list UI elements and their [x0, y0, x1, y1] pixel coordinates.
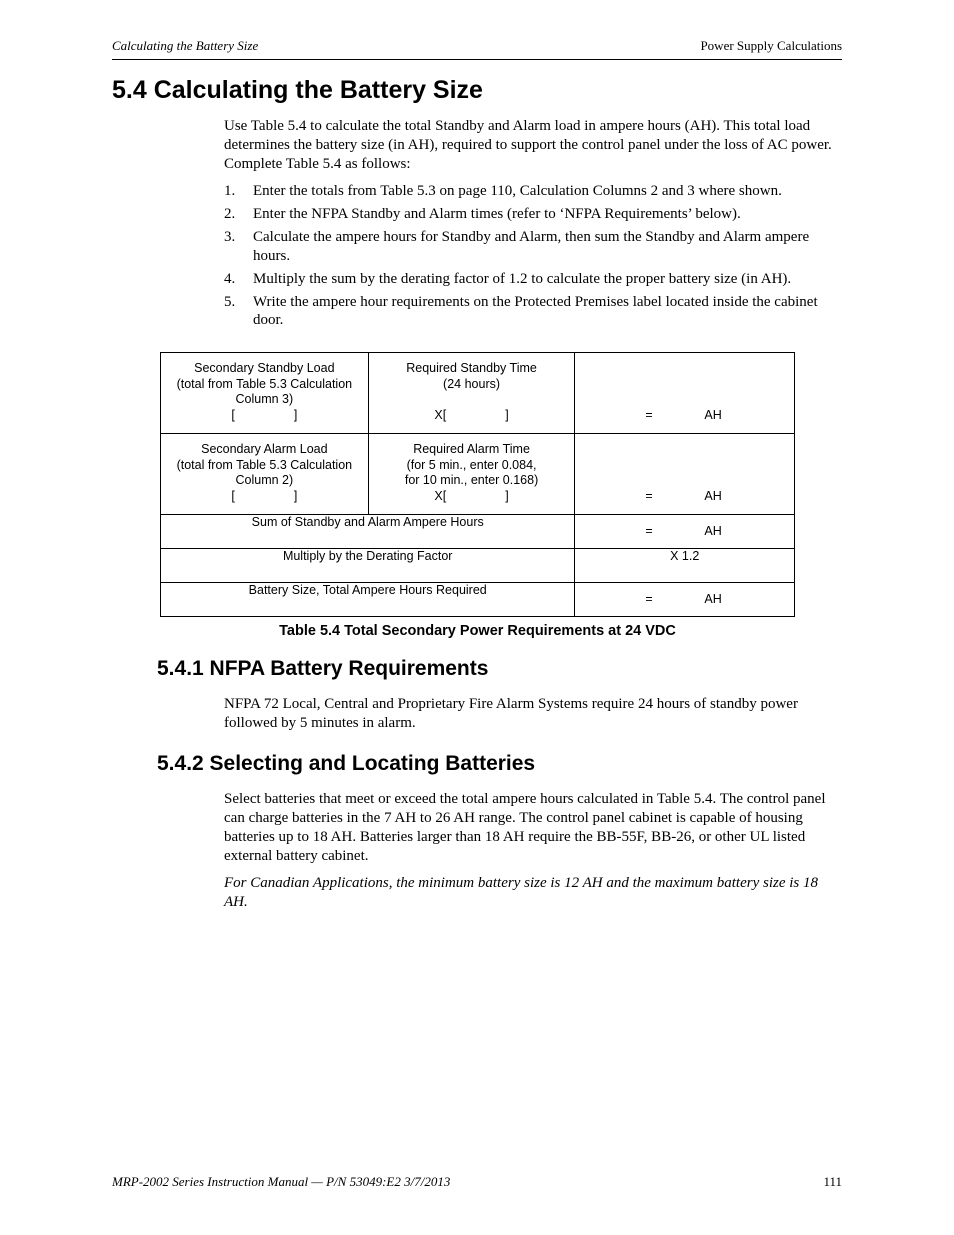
standby-load-cell: Secondary Standby Load (total from Table 5.3 Calculation Column 3) [ ] — [161, 353, 369, 434]
alarm-load-entry: [ ] — [231, 488, 298, 503]
alarm-result-cell: = AH — [575, 434, 795, 515]
running-header — [112, 38, 842, 60]
intro-paragraph: Use Table 5.4 to calculate the total Standby and Alarm load in ampere hours (AH). This total load determines the battery size (in AH), required to support the control panel under the loss of AC power. Complete Table 5.4 as follows: — [224, 118, 832, 172]
page-number: 111 — [823, 1174, 842, 1189]
derating-label-cell: Multiply by the Derating Factor — [161, 549, 575, 583]
header-section-title: Power Supply Calculations — [700, 38, 842, 53]
table-row — [161, 583, 795, 617]
table-row — [161, 353, 795, 434]
derating-value-cell: X 1.2 — [575, 549, 795, 583]
table-caption: Table 5.4 Total Secondary Power Requirements at 24 VDC — [279, 623, 676, 639]
table-row — [161, 515, 795, 549]
standby-result-cell: = AH — [575, 353, 795, 434]
battery-size-result-cell: = AH — [575, 583, 795, 617]
selecting-subsection-title: 5.4.2 Selecting and Locating Batteries — [157, 752, 536, 775]
battery-calculation-table — [160, 352, 795, 617]
list-item: 1. Enter the totals from Table 5.3 on page 110, Calculation Columns 2 and 3 where shown. — [224, 183, 782, 199]
canadian-note: For Canadian Applications, the minimum battery size is 12 AH and the maximum battery size is 18 AH. — [224, 875, 818, 910]
standby-time-cell: Required Standby Time (24 hours) X[ ] — [368, 353, 575, 434]
standby-time-entry: X[ ] — [434, 407, 509, 422]
table-row — [161, 549, 795, 583]
nfpa-subsection-title: 5.4.1 NFPA Battery Requirements — [157, 657, 489, 680]
sum-result-cell: = AH — [575, 515, 795, 549]
steps-list — [224, 182, 842, 334]
alarm-time-cell: Required Alarm Time (for 5 min., enter 0.084, for 10 min., enter 0.168) X[ ] — [368, 434, 575, 515]
table-row — [161, 434, 795, 515]
header-chapter-title: Calculating the Battery Size — [112, 38, 259, 53]
alarm-time-entry: X[ ] — [434, 488, 509, 503]
list-item: 2. Enter the NFPA Standby and Alarm times (refer to ‘NFPA Requirements’ below). — [224, 206, 741, 222]
alarm-load-cell: Secondary Alarm Load (total from Table 5.3 Calculation Column 2) [ ] — [161, 434, 369, 515]
selecting-paragraph: Select batteries that meet or exceed the total ampere hours calculated in Table 5.4. The control panel can charge batteries in the 7 AH to 26 AH range. The control panel cabinet is capable of housing batteries up to 18 AH. Batteries larger than 18 AH require the BB-55F, BB-26, or other UL listed external battery cabinet. — [224, 791, 826, 864]
standby-load-entry: [ ] — [231, 407, 298, 422]
sum-label-cell: Sum of Standby and Alarm Ampere Hours — [161, 515, 575, 549]
section-title: 5.4 Calculating the Battery Size — [112, 76, 483, 104]
list-item: 5. Write the ampere hour requirements on the Protected Premises label located inside the cabinet door. — [224, 293, 818, 328]
list-item: 4. Multiply the sum by the derating factor of 1.2 to calculate the proper battery size (in AH). — [224, 270, 792, 287]
battery-size-label-cell: Battery Size, Total Ampere Hours Required — [161, 583, 575, 617]
footer-manual-id: MRP-2002 Series Instruction Manual — P/N 53049:E2 3/7/2013 — [112, 1174, 451, 1189]
nfpa-paragraph: NFPA 72 Local, Central and Proprietary Fire Alarm Systems require 24 hours of standby power followed by 5 minutes in alarm. — [224, 696, 798, 731]
list-item: 3. Calculate the ampere hours for Standby and Alarm, then sum the Standby and Alarm ampere hours. — [224, 229, 810, 264]
